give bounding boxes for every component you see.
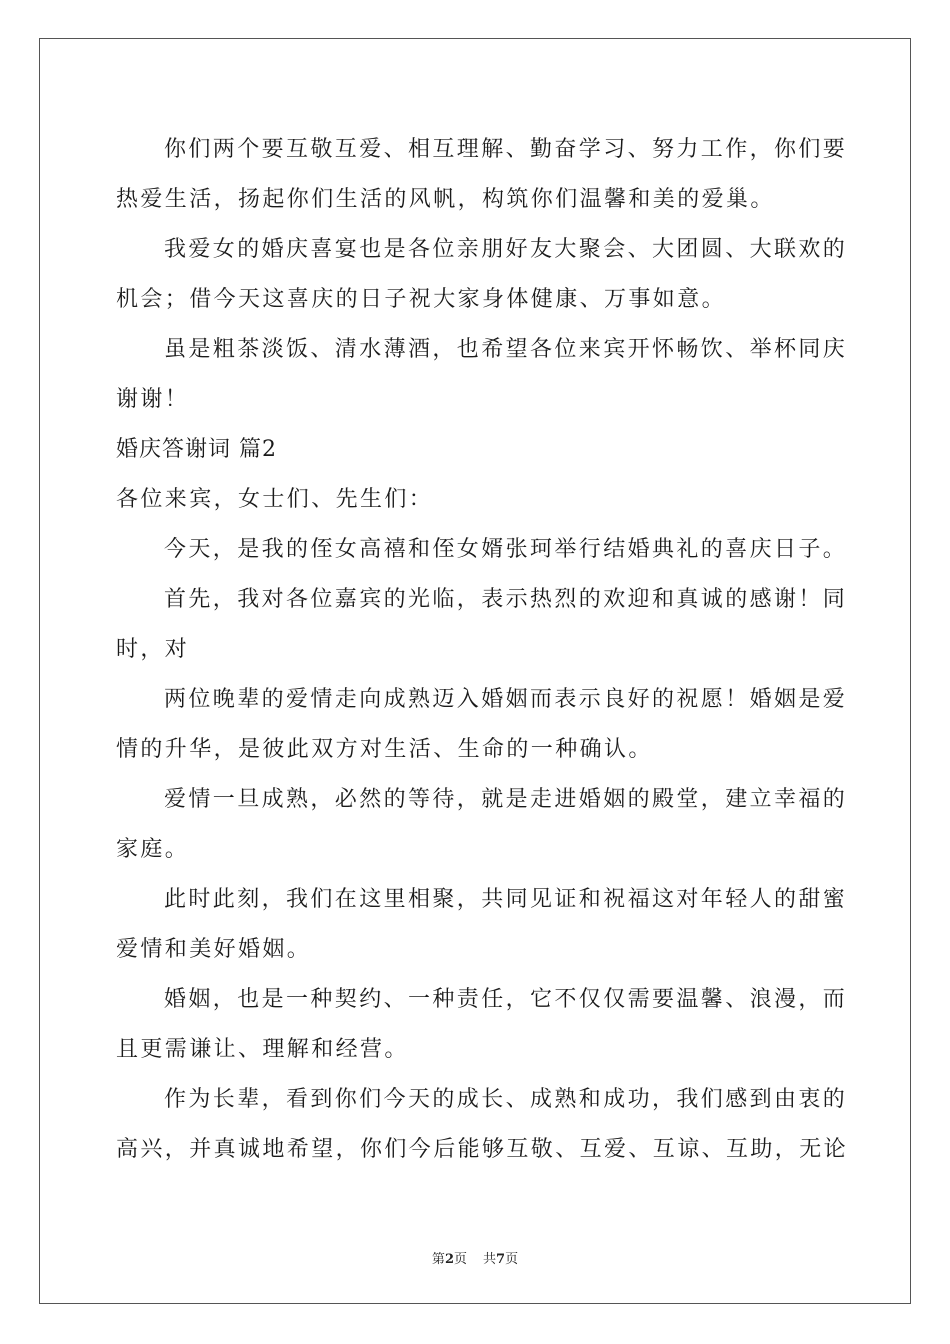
text-line: 爱情一旦成熟，必然的等待，就是走进婚姻的殿堂，建立幸福的 (164, 787, 848, 812)
text-line: 两位晚辈的爱情走向成熟迈入婚姻而表示良好的祝愿！婚姻是爱 (164, 687, 848, 712)
text-line: 作为长辈，看到你们今天的成长、成熟和成功，我们感到由衷的 (164, 1087, 848, 1112)
page-footer (0, 1248, 950, 1267)
text-line: 婚姻，也是一种契约、一种责任，它不仅仅需要温馨、浪漫，而 (164, 987, 848, 1012)
text-line: 首先，我对各位嘉宾的光临，表示热烈的欢迎和真诚的感谢！同 (164, 587, 848, 612)
text-line: 你们两个要互敬互爱、相互理解、勤奋学习、努力工作，你们要 (164, 137, 848, 162)
total-label-suffix: 页 (505, 1252, 519, 1267)
text-line: 情的升华，是彼此双方对生活、生命的一种确认。 (116, 737, 653, 762)
text-line: 热爱生活，扬起你们生活的风帆，构筑你们温馨和美的爱巢。 (116, 187, 775, 212)
current-page-number: 2 (444, 1252, 454, 1267)
document-body (116, 126, 849, 1176)
section-heading: 婚庆答谢词 篇2 (116, 437, 277, 462)
page-label-suffix: 页 (453, 1252, 467, 1267)
text-line: 家庭。 (116, 837, 190, 862)
text-line: 今天，是我的侄女高禧和侄女婿张珂举行结婚典礼的喜庆日子。 (164, 537, 848, 562)
text-line: 虽是粗茶淡饭、清水薄酒，也希望各位来宾开怀畅饮、举杯同庆 (164, 337, 848, 362)
total-page-count: 7 (496, 1252, 506, 1267)
text-line: 时，对 (116, 637, 190, 662)
text-line: 且更需谦让、理解和经营。 (116, 1037, 409, 1062)
text-line: 我爱女的婚庆喜宴也是各位亲朋好友大聚会、大团圆、大联欢的 (164, 237, 848, 262)
text-line: 谢谢！ (116, 387, 190, 412)
text-line: 各位来宾，女士们、先生们： (116, 487, 434, 512)
text-line: 此时此刻，我们在这里相聚，共同见证和祝福这对年轻人的甜蜜 (164, 887, 848, 912)
text-line: 机会；借今天这喜庆的日子祝大家身体健康、万事如意。 (116, 287, 727, 312)
text-line: 高兴，并真诚地希望，你们今后能够互敬、互爱、互谅、互助，无论 (116, 1137, 849, 1162)
page-label-prefix: 第 (431, 1252, 445, 1267)
text-line: 爱情和美好婚姻。 (116, 937, 312, 962)
total-label-prefix: 共 (483, 1252, 497, 1267)
